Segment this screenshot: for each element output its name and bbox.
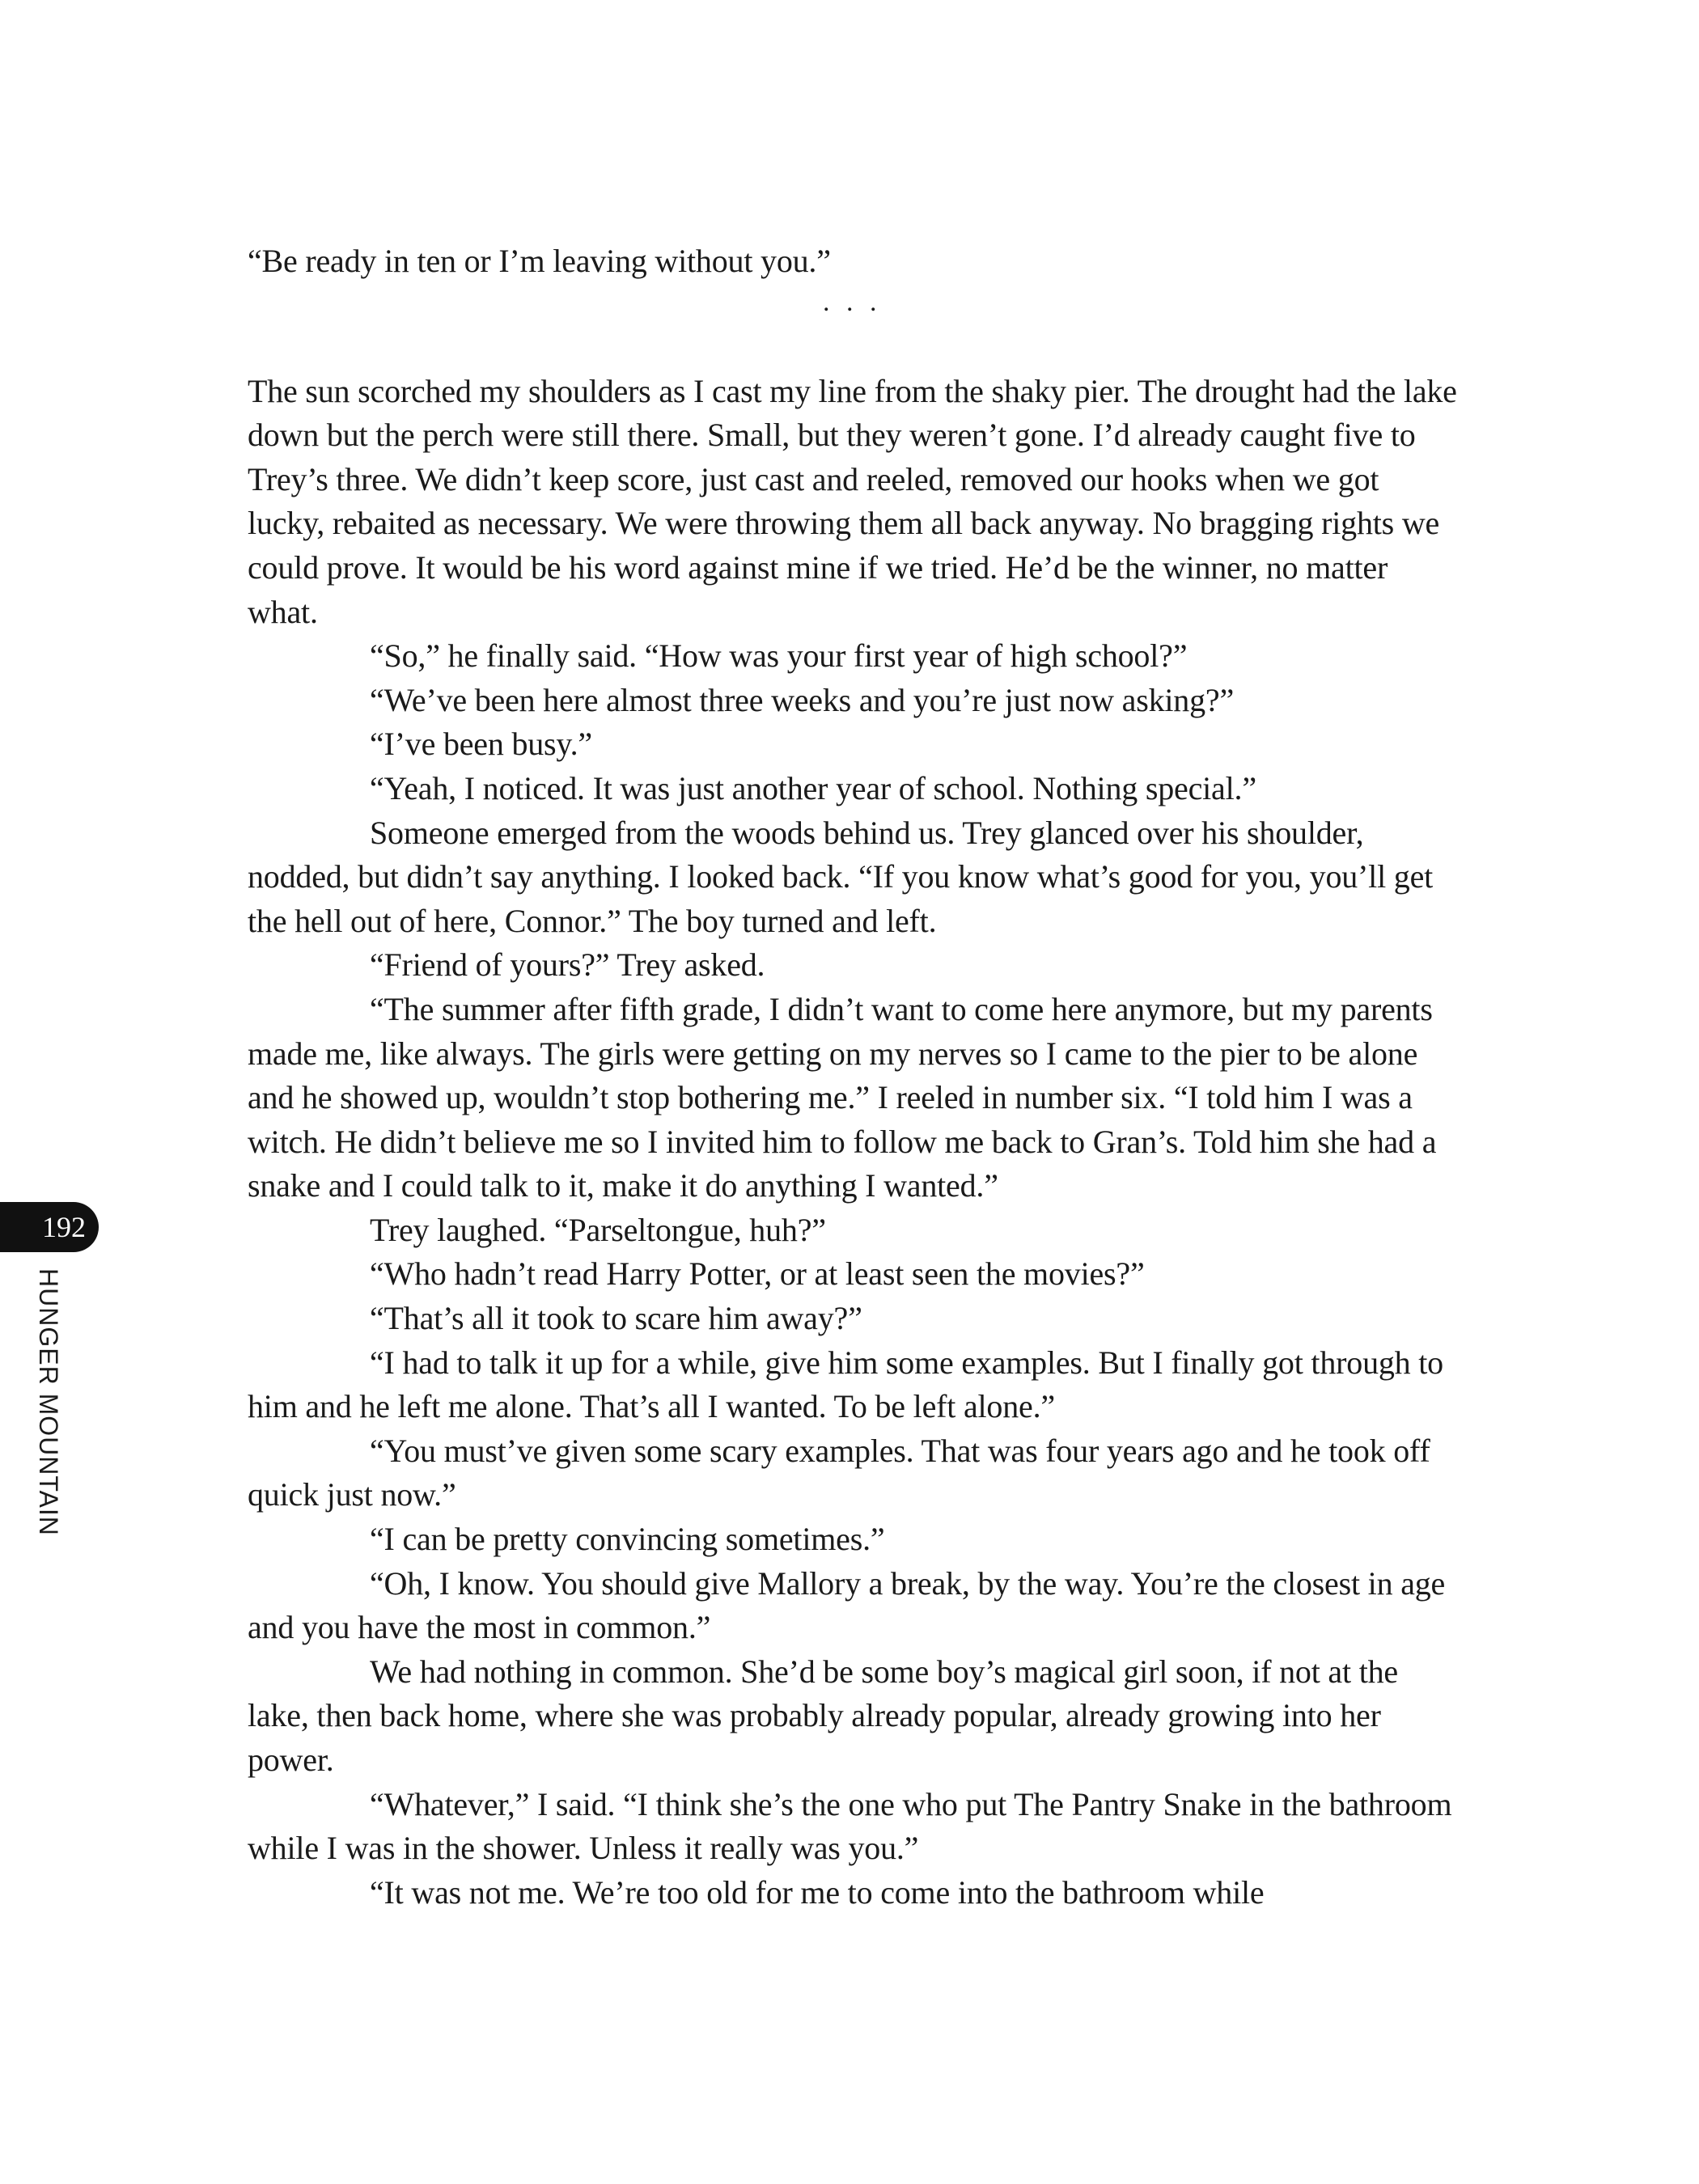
paragraph: “That’s all it took to scare him away?” bbox=[370, 1300, 862, 1337]
running-head bbox=[34, 1268, 70, 1560]
paragraph: “Oh, I know. You should give Mallory a break, by the way. You’re the closest in age and you have the most in common.” bbox=[248, 1564, 1446, 1646]
page-body bbox=[248, 239, 1461, 1915]
paragraph: The sun scorched my shoulders as I cast my line from the shaky pier. The drought had the lake down but the perch were still there. Small, but they weren’t gone. I’d already caught five to Trey’s three. We didn’t keep score, just cast and reeled, removed our hooks when we got lucky, rebaited as necessary. We were throwing them all back anyway. No bragging rights we could prove. It would be his word against mine if we tried. He’d be the winner, no matter what. bbox=[248, 372, 1457, 630]
scene-break-dots: . . . bbox=[823, 286, 882, 317]
paragraph: “Friend of yours?” Trey asked. bbox=[370, 946, 765, 984]
paragraph: “So,” he finally said. “How was your first year of high school?” bbox=[370, 637, 1188, 675]
paragraph: “You must’ve given some scary examples. That was four years ago and he took off quick just now.” bbox=[248, 1432, 1430, 1513]
paragraph: “I can be pretty convincing sometimes.” bbox=[370, 1521, 885, 1558]
running-head-title: HUNGER MOUNTAIN bbox=[34, 1268, 63, 1536]
paragraph: “I’ve been busy.” bbox=[370, 726, 592, 763]
paragraph: “I had to talk it up for a while, give him some examples. But I finally got through to him and he left me alone. That’s all I wanted. To be left alone.” bbox=[248, 1344, 1443, 1425]
paragraph: We had nothing in common. She’d be some boy’s magical girl soon, if not at the lake, then back home, where she was probably already popular, already growing into her power. bbox=[248, 1653, 1398, 1778]
paragraph: “Whatever,” I said. “I think she’s the one who put The Pantry Snake in the bathroom while I was in the shower. Unless it really was you.” bbox=[248, 1785, 1452, 1867]
paragraph: Someone emerged from the woods behind us. Trey glanced over his shoulder, nodded, but didn’t say anything. I looked back. “If you know what’s good for you, you’ll get the hell out of here, Connor.” The boy turned and left. bbox=[248, 814, 1434, 939]
paragraph: “Be ready in ten or I’m leaving without you.” bbox=[248, 243, 831, 279]
paragraph: “Who hadn’t read Harry Potter, or at least seen the movies?” bbox=[370, 1255, 1145, 1293]
paragraph: “Yeah, I noticed. It was just another year of school. Nothing special.” bbox=[370, 769, 1256, 806]
paragraph: “We’ve been here almost three weeks and you’re just now asking?” bbox=[370, 681, 1235, 718]
paragraph: “The summer after fifth grade, I didn’t want to come here anymore, but my parents made me, like always. The girls were getting on my nerves so I came to the pier to be alone and he showed up, wouldn’t stop bothering me.” I reeled in number six. “I told him I was a witch. He didn’t believe me so I invited him to follow me back to Gran’s. Told him she had a snake and I could talk to it, make it do anything I wanted.” bbox=[248, 990, 1437, 1204]
page-number: 192 bbox=[42, 1211, 86, 1243]
scene-break bbox=[248, 284, 1461, 370]
page-number-tab bbox=[0, 1202, 99, 1252]
paragraph: “It was not me. We’re too old for me to come into the bathroom while bbox=[370, 1873, 1265, 1911]
paragraph: Trey laughed. “Parseltongue, huh?” bbox=[370, 1211, 826, 1248]
